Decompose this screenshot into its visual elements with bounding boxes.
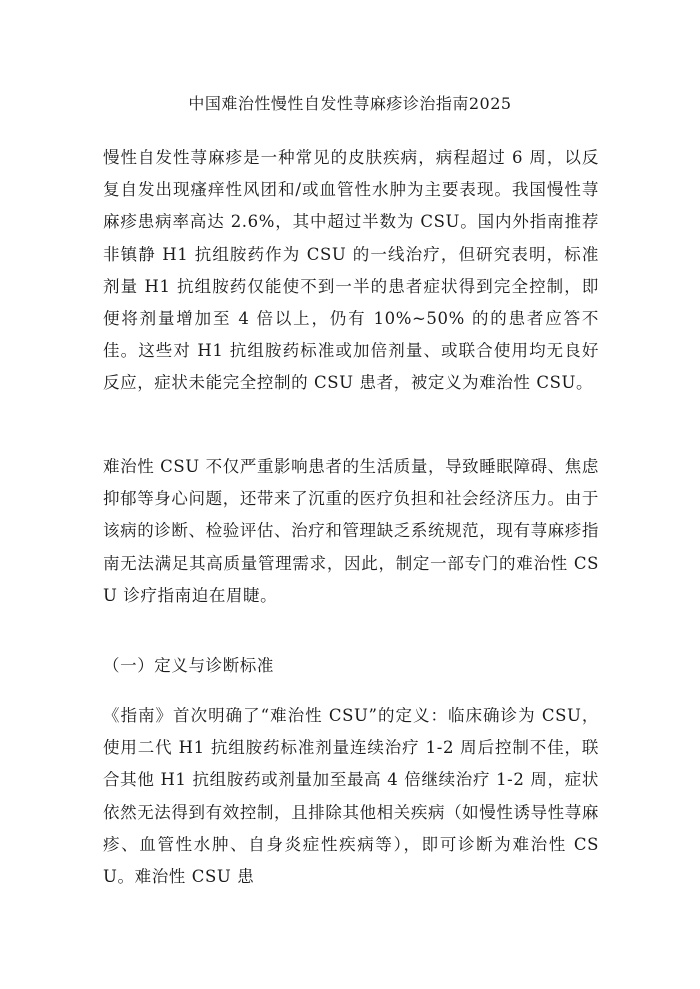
paragraph-intro: 慢性自发性荨麻疹是一种常见的皮肤疾病，病程超过 6 周，以反复自发出现瘙痒性风团和/或血管性水肿为主要表现。我国慢性荨麻疹患病率高达 2.6%，其中超过半数为 CSU。国内外指南推荐非镇静 H1 抗组胺药作为 CSU 的一线治疗，但研究表明，标准剂量 H1 抗组胺药仅能使不到一半的患者症状得到完全控制，即便将剂量增加至 4 倍以上，仍有 10%~50% 的的患者应答不佳。这些对 H1 抗组胺药标准或加倍剂量、或联合使用均无良好反应，症状未能完全控制的 CSU 患者，被定义为难治性 CSU。 [103, 148, 599, 393]
paragraph-impact: 难治性 CSU 不仅严重影响患者的生活质量，导致睡眠障碍、焦虑抑郁等身心问题，还带来了沉重的医疗负担和社会经济压力。由于该病的诊断、检验评估、治疗和管理缺乏系统规范，现有荨麻疹指南无法满足其高质量管理需求，因此，制定一部专门的难治性 CSU 诊疗指南迫在眉睫。 [103, 457, 599, 605]
paragraph-definition: 《指南》首次明确了“难治性 CSU”的定义：临床确诊为 CSU，使用二代 H1 抗组胺药标准剂量连续治疗 1-2 周后控制不佳，联合其他 H1 抗组胺药或剂量加至最高 4 倍继续治疗 1-2 周，症状依然无法得到有效控制，且排除其他相关疾病（如慢性诱导性荨麻疹、血管性水肿、自身炎症性疾病等），即可诊断为难治性 CSU。难治性 CSU 患 [103, 706, 599, 887]
document-title: 中国难治性慢性自发性荨麻疹诊治指南2025 [188, 94, 512, 113]
section-heading-definition: （一）定义与诊断标准 [103, 656, 274, 675]
